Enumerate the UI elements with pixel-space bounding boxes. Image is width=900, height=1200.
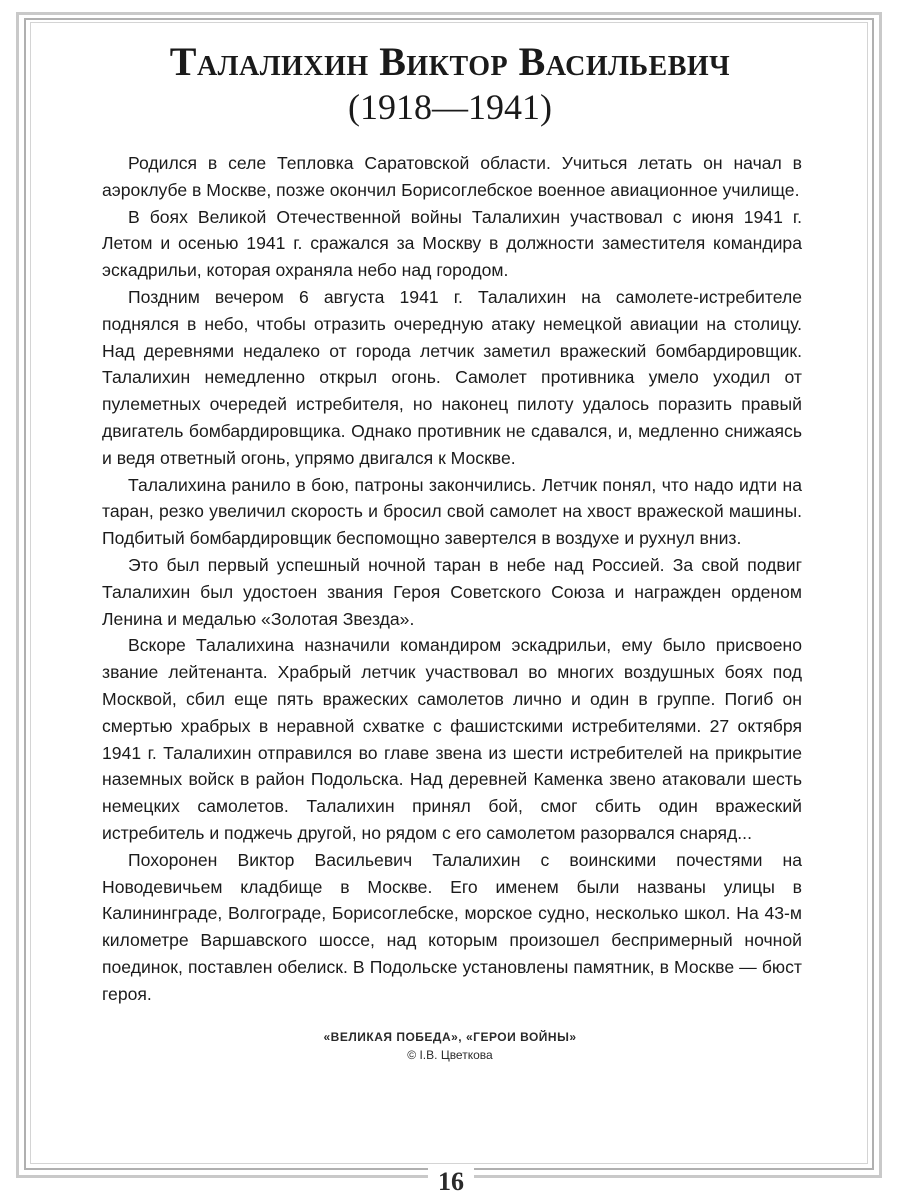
page-number-badge	[428, 1166, 474, 1198]
paragraph: Вскоре Талалихина назначили командиром эскадрильи, ему было присвоено звание лейтенанта. Храбрый летчик участвовал во многих воздушных боях под Москвой, сбил еще пять вражеских самолетов лично и один в группе. Погиб он смертью храбрых в неравной схватке с фашистскими истребителями. 27 октября 1941 г. Талалихин отправился во главе звена из шести истребителей на прикрытие наземных войск в район Подольска. Над деревней Каменка звено атаковали шесть немецких самолетов. Талалихин принял бой, смог сбить один вражеский истребитель и поджечь другой, но рядом с его самолетом разорвался снаряд...	[102, 635, 802, 843]
page-number: 16	[438, 1167, 464, 1196]
life-years: (1918—1941)	[348, 87, 552, 127]
series-title: «ВЕЛИКАЯ ПОБЕДА», «ГЕРОИ ВОЙНЫ»	[323, 1030, 577, 1044]
paragraph: Поздним вечером 6 августа 1941 г. Талалихин на самолете-истребителе поднялся в небо, чтобы отразить очередную атаку немецкой авиации на столицу. Над деревнями недалеко от города летчик заметил вражеский бомбардировщик. Талалихин немедленно открыл огонь. Самолет противника умело уходил от пулеметных очередей истребителя, но наконец пилоту удалось поразить правый двигатель бомбардировщика. Однако противник не сдавался, и, медленно снижаясь и ведя ответный огонь, упрямо двигался к Москве.	[102, 286, 802, 468]
paragraph: Похоронен Виктор Васильевич Талалихин с воинскими почестями на Новодевичьем кладбище в Москве. Его именем были названы улицы в Калининграде, Волгограде, Борисоглебске, морское судно, несколько школ. На 43-м километре Варшавского шоссе, над которым произошел беспримерный ночной поединок, поставлен обелиск. В Подольске установлены памятник, в Москве — бюст героя.	[102, 849, 802, 1004]
paragraph: Талалихина ранило в бою, патроны закончились. Летчик понял, что надо идти на таран, резко увеличил скорость и бросил свой самолет на хвост вражеской машины. Подбитый бомбардировщик беспомощно завертелся в воздухе и рухнул вниз.	[102, 474, 802, 549]
paragraph: Родился в селе Тепловка Саратовской области. Учиться летать он начал в аэроклубе в Москве, позже окончил Борисоглебское военное авиационное училище.	[102, 153, 802, 200]
copyright-line: © I.B. Цветкова	[407, 1048, 493, 1062]
page-title: Талалихин Виктор Васильевич	[169, 39, 731, 84]
paragraph: В боях Великой Отечественной войны Талалихин участвовал с июня 1941 г. Летом и осенью 1941 г. сражался за Москву в должности заместителя командира эскадрильи, которая охраняла небо над городом.	[102, 206, 802, 281]
article-body	[102, 150, 802, 1008]
paragraph: Это был первый успешный ночной таран в небе над Россией. За свой подвиг Талалихин был удостоен звания Героя Советского Союза и награжден орденом Ленина и медалью «Золотая Звезда».	[102, 554, 802, 629]
